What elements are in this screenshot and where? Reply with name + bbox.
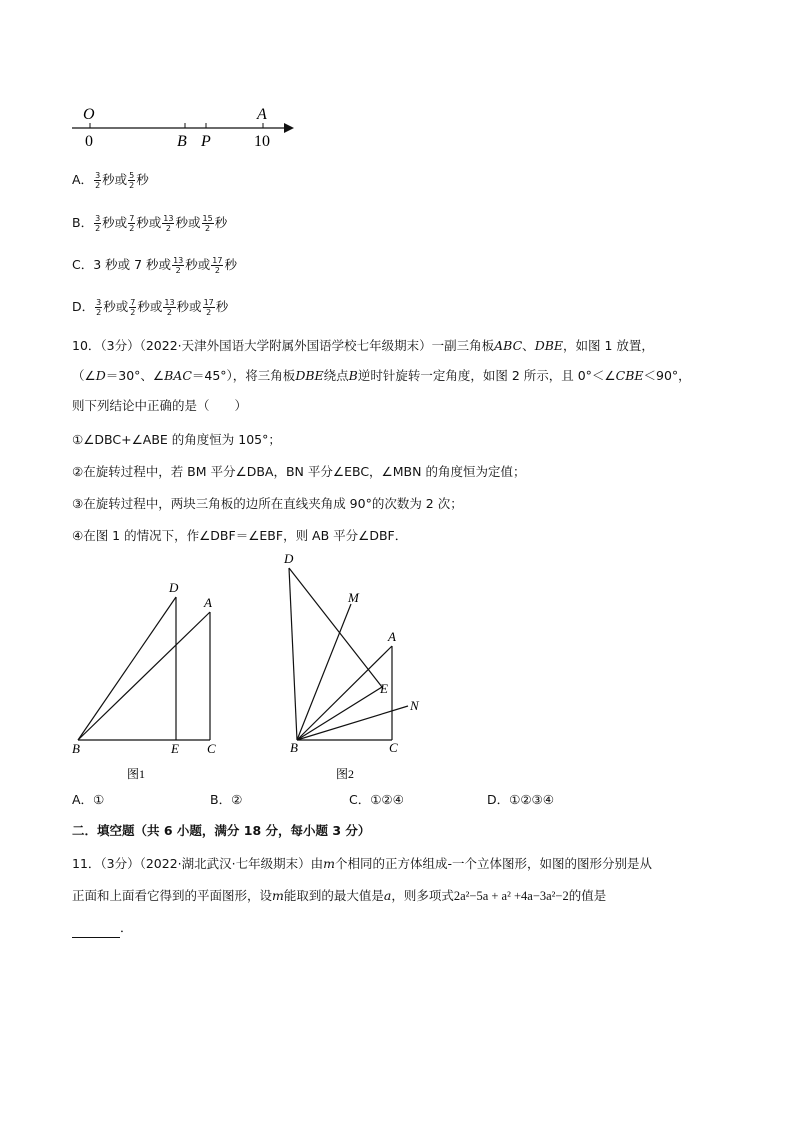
q11-stem-line2: 正面和上面看它得到的平面图形，设m能取到的最大值是a，则多项式2a²−5a + a² +4a−3a²−2的值是 [72,888,607,903]
fig2-label-n: N [410,698,419,713]
label-zero: 0 [85,133,93,150]
fig1-label-d: D [169,580,179,595]
seg-be [297,687,382,740]
label-ten: 10 [254,133,270,150]
fraction: $\frac{17}{2}$ [203,298,214,317]
seg-de [289,568,382,687]
fraction: $\frac{7}{2}$ [130,298,136,317]
figure-2 [280,550,430,787]
q10-option-d[interactable]: D．①②③④ [487,792,554,807]
fraction: $\frac{15}{2}$ [202,214,213,233]
q10-option-a[interactable]: A．① [72,792,105,807]
fraction: $\frac{3}{2}$ [95,214,101,233]
q10-stem-line3: 则下列结论中正确的是（ ） [72,398,248,413]
fig2-label-e: E [380,681,388,696]
seg-bd [78,597,176,740]
label-p: P [201,133,211,150]
q10-option-b[interactable]: B．② [210,792,243,807]
ray-bm [297,604,351,740]
q9-option-a[interactable]: A． $\frac{3}{2}$ 秒或 $\frac{5}{2}$ 秒 [72,171,149,190]
fraction: $\frac{13}{2}$ [173,256,184,275]
q9-option-d[interactable]: D． $\frac{3}{2}$ 秒或 $\frac{7}{2}$ 秒或 $\frac{13}{2}$ 秒或 $\frac{17}{2}$ 秒 [72,298,229,317]
fig2-caption: 图2 [336,767,355,781]
fraction: $\frac{13}{2}$ [164,298,175,317]
fig2-label-m: M [348,590,359,605]
q11-answer-line[interactable]: ． [72,918,133,938]
q9-option-b[interactable]: B． $\frac{3}{2}$ 秒或 $\frac{7}{2}$ 秒或 $\frac{13}{2}$ 秒或 $\frac{15}{2}$ 秒 [72,214,228,233]
q10-stem-line1: 10．（3分）（2022·天津外国语大学附属外国语学校七年级期末）一副三角板ABC、DBE，如图 1 放置， [72,338,654,353]
fraction: $\frac{3}{2}$ [96,298,102,317]
fraction: $\frac{3}{2}$ [95,171,101,190]
answer-blank[interactable] [72,925,120,938]
fig1-label-c: C [207,741,216,756]
q10-statement-1: ①∠DBC+∠ABE 的角度恒为 105°； [72,432,281,447]
seg-ba [78,612,210,740]
fig2-label-c: C [389,740,398,755]
q10-option-c[interactable]: C．①②④ [349,792,404,807]
label-a: A [257,106,267,123]
label-o: O [83,106,95,123]
q11-stem-line1: 11．（3分）（2022·湖北武汉·七年级期末）由m个相同的正方体组成-一个立体图形，如图的图形分别是从 [72,856,652,871]
figure-1 [66,572,236,787]
fig1-label-b: B [72,741,80,756]
fraction: $\frac{13}{2}$ [163,214,174,233]
fraction: $\frac{7}{2}$ [129,214,135,233]
q10-stem-line2: （∠D＝30°、∠BAC＝45°），将三角板DBE绕点B逆时针旋转一定角度，如图 2 所示，且 0°＜∠CBE＜90°， [72,368,691,383]
seg-bd [289,568,297,740]
q9-option-c[interactable]: C．3 秒或 7 秒或 $\frac{13}{2}$ 秒或 $\frac{17}{2}$ 秒 [72,256,237,275]
label-b: B [177,133,187,150]
fig1-label-a: A [204,595,212,610]
fig1-caption: 图1 [127,767,146,781]
fraction: $\frac{17}{2}$ [212,256,223,275]
fig2-label-d: D [284,551,294,566]
fig1-label-e: E [171,741,179,756]
section-header-fill-in: 二．填空题（共 6 小题，满分 18 分，每小题 3 分） [72,823,371,838]
q10-statement-3: ③在旋转过程中，两块三角板的边所在直线夹角成 90°的次数为 2 次； [72,496,463,511]
fig2-label-b: B [290,740,298,755]
number-line-arrow [284,123,294,133]
fig2-label-a: A [388,629,396,644]
q10-statement-2: ②在旋转过程中，若 BM 平分∠DBA，BN 平分∠EBC，∠MBN 的角度恒为定值； [72,464,526,479]
fraction: $\frac{5}{2}$ [129,171,135,190]
q10-statement-4: ④在图 1 的情况下，作∠DBF＝∠EBF，则 AB 平分∠DBF． [72,528,408,543]
number-line [66,100,306,152]
